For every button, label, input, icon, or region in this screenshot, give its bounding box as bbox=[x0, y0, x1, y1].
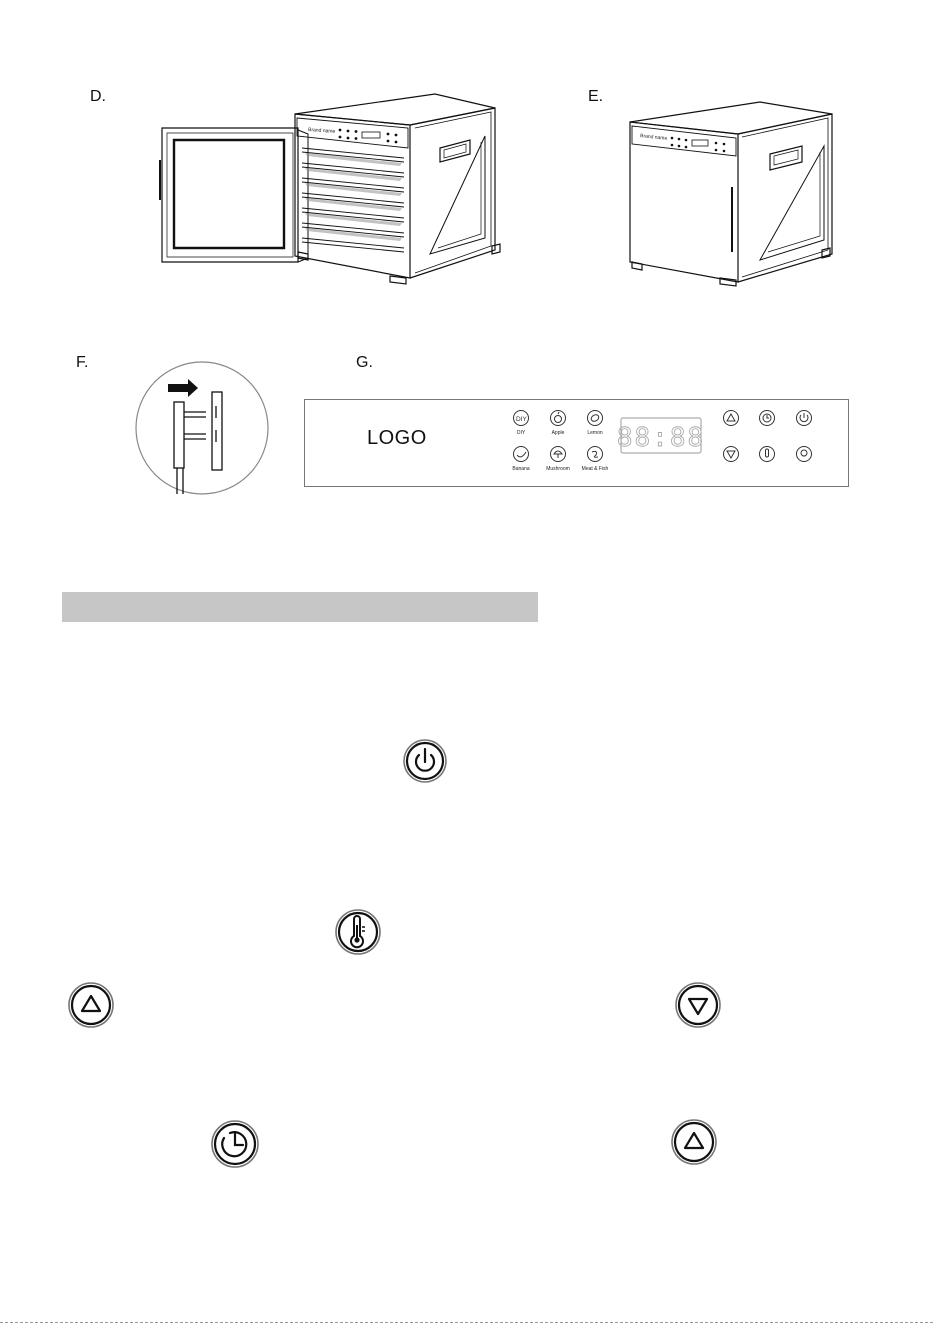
panel-logo: LOGO bbox=[367, 427, 427, 449]
program-label-lemon: Lemon bbox=[587, 430, 603, 436]
program-label-banana: Banana bbox=[512, 466, 530, 472]
up-arrow-icon bbox=[66, 980, 116, 1030]
plug-detail-illustration bbox=[134, 360, 270, 496]
dehydrator-closed-illustration bbox=[620, 92, 840, 292]
section-heading-bar bbox=[62, 592, 538, 622]
temperature-icon bbox=[333, 907, 383, 957]
figure-e-label: E. bbox=[588, 88, 604, 105]
display-digits: 88:88 bbox=[616, 423, 706, 453]
panel-graphics bbox=[305, 400, 850, 488]
timer-icon bbox=[209, 1118, 261, 1170]
up-arrow-icon bbox=[669, 1117, 719, 1167]
brand-text: Brand name bbox=[307, 127, 336, 135]
figure-g-label: G. bbox=[356, 354, 373, 371]
page-bottom-rule bbox=[0, 1322, 933, 1323]
figure-d-label: D. bbox=[90, 88, 106, 105]
down-arrow-icon bbox=[673, 980, 723, 1030]
diy-icon-text: DIY bbox=[516, 416, 527, 423]
program-label-diy: DIY bbox=[516, 430, 526, 436]
control-panel bbox=[304, 399, 849, 487]
power-icon bbox=[401, 737, 449, 785]
program-label-mushroom: Mushroom bbox=[546, 466, 570, 472]
brand-text: Brand name bbox=[639, 133, 668, 142]
figure-f-label: F. bbox=[76, 354, 89, 371]
program-label-meat-fish: Meat & Fish bbox=[581, 466, 609, 472]
program-label-apple: Apple bbox=[551, 430, 565, 436]
dehydrator-open-door-illustration bbox=[150, 90, 550, 290]
